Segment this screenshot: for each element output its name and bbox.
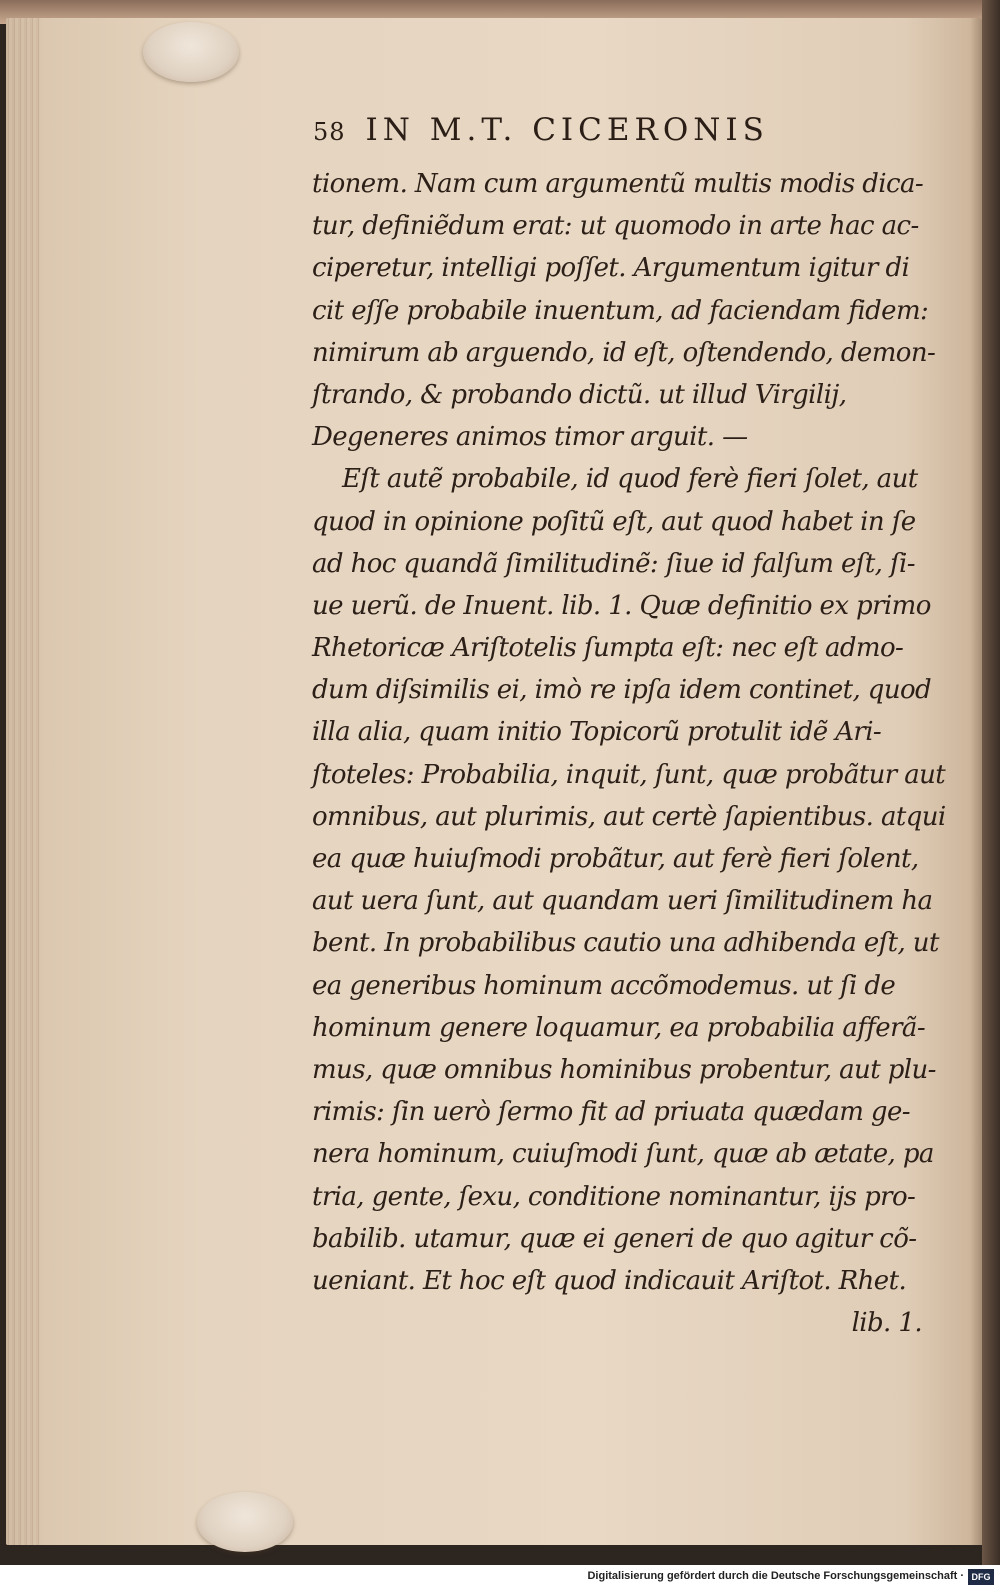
text-line: nimirum ab arguendo, id eſt, oſtendendo, demon-	[312, 337, 936, 368]
dfg-logo[interactable]: DFG	[968, 1569, 994, 1585]
page-number: 58	[313, 118, 346, 146]
text-line: tria, gente, ſexu, conditione nominantur, iјs pro-	[312, 1181, 916, 1212]
text-line: nera hominum, cuiuſmodi ſunt, quæ ab ætate, pa	[312, 1139, 934, 1170]
text-line: omnibus, aut plurimis, aut certè ſapientibus. atqui	[312, 801, 946, 832]
text-line: mus, quæ omnibus hominibus probentur, aut plu-	[312, 1054, 936, 1085]
text-line: ciperetur, intelligi poſſet. Argumentum igitur di	[312, 253, 910, 284]
text-line: ſtoteles: Probabilia, inquit, ſunt, quæ probãtur aut	[312, 759, 946, 790]
text-line: aut uera ſunt, aut quandam ueri ſimilitudinem ha	[312, 886, 933, 917]
text-line: rimis: ſin uerò ſermo fit ad priuata quædam ge-	[312, 1097, 910, 1128]
text-line: cit eſſe probabile inuentum, ad faciendam fidem:	[312, 295, 929, 326]
text-line: quod in opinione poſitũ eſt, aut quod habet in ſe	[312, 506, 916, 537]
text-line: Rhetoricæ Ariſtotelis ſumpta eſt: nec eſt admo-	[312, 633, 904, 664]
text-line: tur, definiẽdum erat: ut quomodo in arte hac ac-	[312, 211, 919, 242]
text-line: dum diſsimilis ei, imò re ipſa idem continet, quod	[312, 675, 932, 706]
catchword-line: lib. 1.	[851, 1308, 922, 1339]
text-line: ueniant. Et hoc eſt quod indicauit Ariſtot. Rhet.	[312, 1265, 907, 1296]
text-line: hominum genere loquamur, ea probabilia afferã-	[312, 1012, 926, 1043]
clamp-weight-bottom	[197, 1492, 293, 1552]
text-line: bent. In probabilibus cautio una adhibenda eſt, ut	[312, 928, 939, 959]
text-line: Degeneres animos timor arguit. —	[312, 422, 748, 453]
text-line: ue uerũ. de Inuent. lib. 1. Quæ definitio ex primo	[312, 590, 931, 621]
text-line: babilib. utamur, quæ ei generi de quo agitur cõ-	[312, 1223, 917, 1254]
paragraph-start-line: Eſt autẽ probabile, id quod ferè fieri ſolet, aut	[342, 464, 918, 495]
text-line: illa alia, quam initio Topicorũ protulit idẽ Ari-	[312, 717, 882, 748]
page-stack-edge	[6, 18, 40, 1545]
clamp-weight-top	[143, 22, 239, 82]
text-block	[312, 163, 946, 1344]
text-line: ea generibus hominum accõmodemus. ut ſi de	[312, 970, 896, 1001]
text-line: tionem. Nam cum argumentũ multis modis dica-	[312, 169, 924, 199]
text-line: ea quæ huiuſmodi probãtur, aut ferè fieri ſolent,	[312, 844, 919, 874]
book-spine	[982, 0, 1000, 1565]
running-head	[313, 112, 853, 148]
text-line: ſtrando, & probando dictũ. ut illud Virgilij,	[312, 379, 847, 410]
running-title: IN M.T. CICERONIS	[365, 112, 769, 148]
text-line: ad hoc quandã ſimilitudinẽ: ſiue id falſum eſt, ſi-	[312, 548, 915, 579]
funding-credit: Digitalisierung gefördert durch die Deutsche Forschungsgemeinschaft ·	[587, 1570, 964, 1582]
footer-bar	[0, 1565, 1000, 1590]
